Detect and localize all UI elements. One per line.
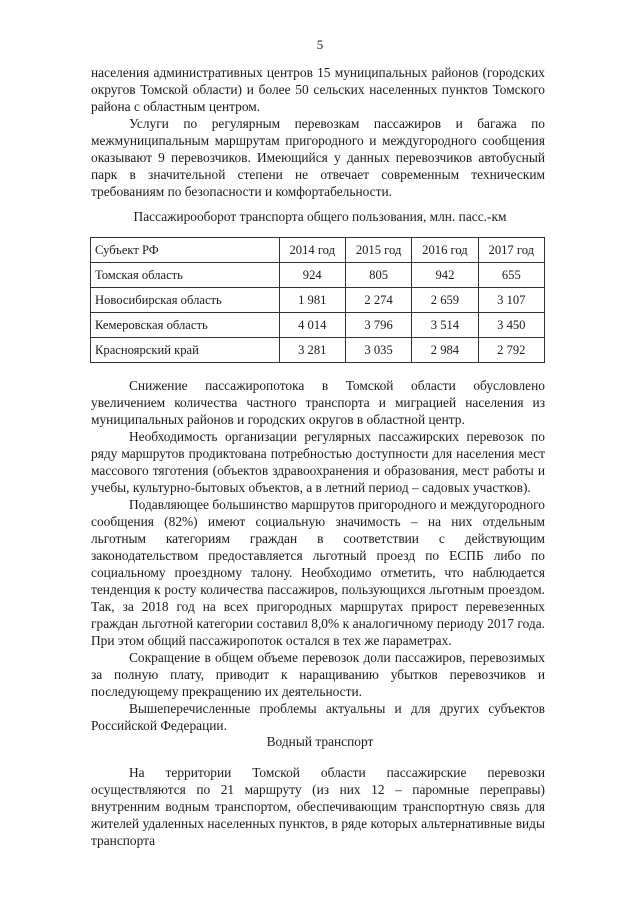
table-header-cell: 2016 год (412, 238, 478, 263)
paragraph: населения административных центров 15 муниципальных районов (городских округов Томской области) и более 50 сельских населенных пунктов Томского района с областным центром. (91, 65, 545, 114)
table-row (91, 288, 545, 313)
paragraph: Услуги по регулярным перевозкам пассажиров и багажа по межмуниципальным маршрутам пригородного и междугородного сообщения оказывают 9 перевозчиков. Имеющийся у данных перевозчиков автобусный парк в значительной степени не отвечает современным техническим требованиям по безопасности и комфортабельности. (91, 116, 545, 199)
table-header-cell: Субъект РФ (91, 238, 280, 263)
table-cell-value: 3 450 (478, 313, 544, 338)
page-number: 5 (316, 37, 324, 52)
table-cell-value: 2 274 (345, 288, 411, 313)
paragraph: На территории Томской области пассажирские перевозки осуществляются по 21 маршруту (из них 12 – паромные переправы) внутренним водным транспортом, обеспечивающим транспортную связь для жителей удаленных населенных пунктов, в ряде которых альтернативные виды транспорта (91, 765, 545, 848)
table-row (91, 313, 545, 338)
table-cell-region: Новосибирская область (91, 288, 280, 313)
table-header-cell: 2015 год (345, 238, 411, 263)
table-cell-value: 655 (478, 263, 544, 288)
table-cell-region: Кемеровская область (91, 313, 280, 338)
text-block-bottom (91, 764, 545, 849)
paragraph: Сокращение в общем объеме перевозок доли пассажиров, перевозимых за полную плату, приводит к наращиванию убытков перевозчиков и последующему прекращению их деятельности. (91, 650, 545, 699)
table-cell-value: 3 796 (345, 313, 411, 338)
table-cell-value: 2 984 (412, 338, 478, 363)
table-header-cell: 2017 год (478, 238, 544, 263)
text-block-middle (91, 377, 545, 734)
table-row (91, 338, 545, 363)
table-cell-value: 805 (345, 263, 411, 288)
table-cell-value: 942 (412, 263, 478, 288)
table-cell-value: 1 981 (279, 288, 345, 313)
paragraph: Подавляющее большинство маршрутов пригородного и междугородного сообщения (82%) имеют социальную значимость – на них отдельным льготным категориям граждан в соответствии с действующим законодательством предоставляется льготный проезд по ЕСПБ либо по социальному проездному талону. Необходимо отметить, что наблюдается тенденция к росту количества пассажиров, пользующихся льготным проездом. Так, за 2018 год на всех пригородных маршрутах прирост перевезенных граждан льготной категории составил 8,0% к аналогичному периоду 2017 года. При этом общий пассажиропоток остался в тех же параметрах. (91, 497, 545, 648)
section-heading: Водный транспорт (266, 734, 374, 749)
passenger-turnover-table (90, 237, 545, 363)
table-header-cell: 2014 год (279, 238, 345, 263)
paragraph: Вышеперечисленные проблемы актуальны и для других субъектов Российской Федерации. (91, 701, 545, 733)
paragraph: Снижение пассажиропотока в Томской области обусловлено увеличением количества частного транспорта и миграцией населения из муниципальных районов и городских округов в областной центр. (91, 378, 545, 427)
table-header-row (91, 238, 545, 263)
table-cell-value: 3 035 (345, 338, 411, 363)
table-cell-value: 3 514 (412, 313, 478, 338)
paragraph: Необходимость организации регулярных пассажирских перевозок по ряду маршрутов продиктована потребностью доступности для населения мест массового тяготения (объектов здравоохранения и образования, мест работы и учебы, культурно-бытовых объектов, а в летний период – садовых участков). (91, 429, 545, 495)
table-row (91, 263, 545, 288)
table-cell-value: 4 014 (279, 313, 345, 338)
text-block-top (91, 64, 545, 200)
table-caption: Пассажирооборот транспорта общего пользования, млн. пасс.-км (133, 209, 507, 224)
table-cell-value: 3 281 (279, 338, 345, 363)
table-cell-value: 2 659 (412, 288, 478, 313)
table-cell-value: 3 107 (478, 288, 544, 313)
table-cell-value: 2 792 (478, 338, 544, 363)
table-cell-value: 924 (279, 263, 345, 288)
table-cell-region: Красноярский край (91, 338, 280, 363)
table-cell-region: Томская область (91, 263, 280, 288)
